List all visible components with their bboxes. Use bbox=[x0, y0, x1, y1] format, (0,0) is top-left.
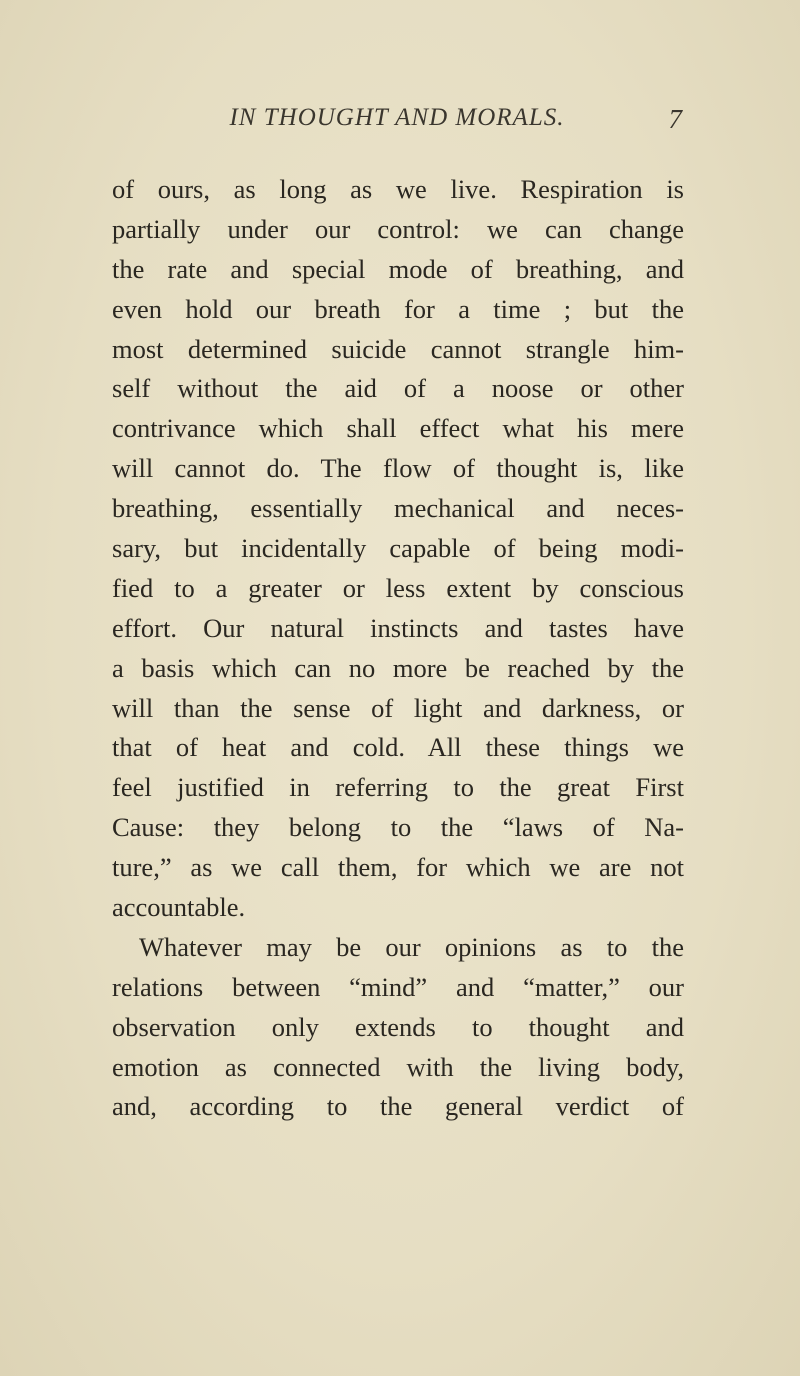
text-line: will than the sense of light and darkness, or bbox=[112, 692, 684, 723]
page-header bbox=[112, 104, 682, 144]
body-text bbox=[112, 170, 684, 1127]
text-line: fied to a greater or less extent by conscious bbox=[112, 572, 684, 603]
text-line: of ours, as long as we live. Respiration is bbox=[112, 174, 684, 204]
text-line: observation only extends to thought and bbox=[112, 1011, 684, 1042]
text-line: effort. Our natural instincts and tastes have bbox=[112, 612, 684, 643]
text-line: even hold our breath for a time ; but the bbox=[112, 293, 684, 324]
text-line: and, according to the general verdict of bbox=[112, 1091, 684, 1122]
text-line: most determined suicide cannot strangle him- bbox=[112, 333, 684, 364]
text-line: accountable. bbox=[112, 892, 246, 923]
text-line: a basis which can no more be reached by the bbox=[112, 652, 684, 683]
page-number: 7 bbox=[668, 104, 682, 134]
text-line: contrivance which shall effect what his mere bbox=[112, 413, 684, 444]
text-line: self without the aid of a noose or other bbox=[112, 373, 684, 404]
text-line: Cause: they belong to the “laws of Na- bbox=[112, 812, 684, 843]
text-line: that of heat and cold. All these things we bbox=[112, 732, 684, 763]
text-line: partially under our control: we can change bbox=[112, 213, 684, 244]
text-line: sary, but incidentally capable of being modi- bbox=[112, 533, 684, 564]
text-line: ture,” as we call them, for which we are not bbox=[112, 852, 684, 883]
text-line: relations between “mind” and “matter,” our bbox=[112, 971, 684, 1002]
text-line: will cannot do. The flow of thought is, like bbox=[112, 453, 684, 484]
text-line: emotion as connected with the living body, bbox=[112, 1051, 684, 1082]
text-line: Whatever may be our opinions as to the bbox=[139, 931, 684, 962]
text-line: the rate and special mode of breathing, and bbox=[112, 253, 684, 284]
text-line: feel justified in referring to the great First bbox=[112, 772, 684, 803]
text-line: breathing, essentially mechanical and neces- bbox=[112, 493, 684, 524]
running-head: IN THOUGHT AND MORALS. bbox=[229, 104, 565, 131]
